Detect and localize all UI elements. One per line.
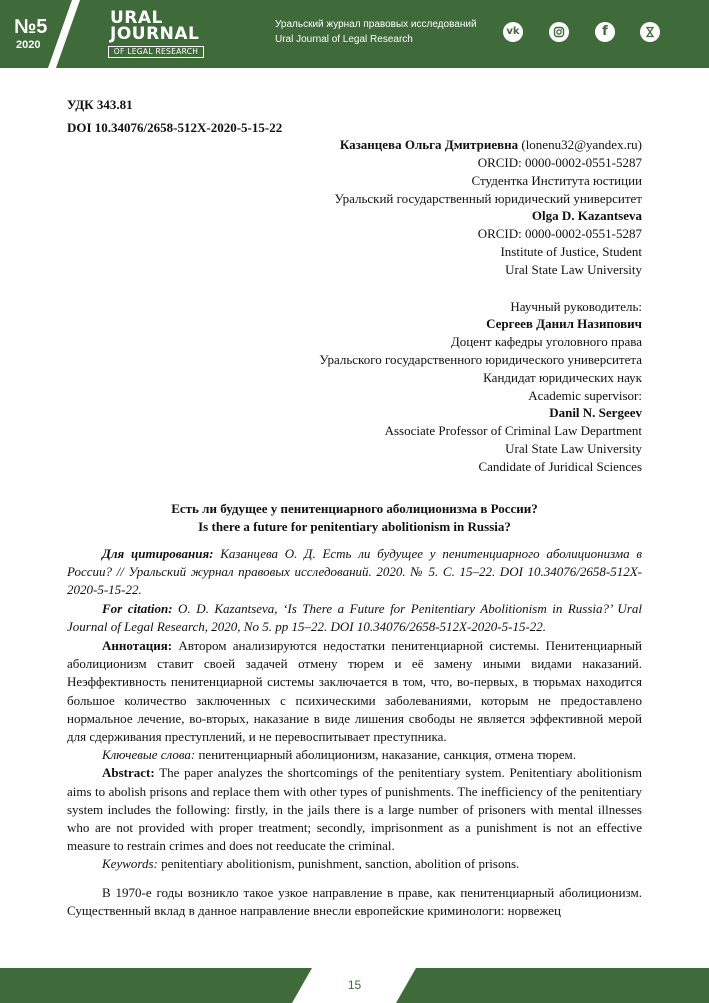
author-university-ru: Уральский государственный юридический университет	[334, 191, 642, 206]
x-icon[interactable]	[640, 22, 660, 42]
author-university-en: Ural State Law University	[505, 262, 642, 277]
journal-title-en: Ural Journal of Legal Research	[275, 34, 413, 45]
issue-year: 2020	[16, 39, 41, 51]
supervisor-position-en: Associate Professor of Criminal Law Department	[384, 423, 642, 438]
instagram-icon[interactable]	[549, 22, 569, 42]
logo-line-1: URAL	[110, 8, 163, 28]
header-bar	[0, 0, 709, 68]
udk-code: УДК 343.81	[67, 97, 133, 112]
body-paragraph-1: В 1970-е годы возникло такое узкое направление в праве, как пенитенциарный аболиционизм. Существенный вклад в данное направление внесли европейские криминологи: норвежец	[67, 885, 642, 919]
supervisor-name-ru: Сергеев Данил Назипович	[486, 316, 642, 331]
keywords-ru: Ключевые слова: пенитенциарный аболиционизм, наказание, санкция, отмена тюрем.	[102, 747, 576, 763]
abstract-en: Abstract: The paper analyzes the shortcomings of the penitentiary system. Penitentiary abolitionism aims to abolish prisons and replace them with other types of punishments. The inefficiency of the penitentiary system includes the following: firstly, in the jails there is a large number of prisoners with mental illnesses who are not provided with proper treatment; secondly, imprisonment as a punishment is not an effective measure to restrain crimes and does not reeducate the criminal.	[67, 765, 643, 854]
issue-number: №5	[14, 16, 48, 38]
keywords-en: Keywords: penitentiary abolitionism, punishment, sanction, abolition of prisons.	[102, 856, 520, 872]
article-title-ru: Есть ли будущее у пенитенциарного аболиционизма в России?	[171, 501, 538, 516]
abstract-block	[67, 637, 642, 874]
supervisor-university-ru: Уральского государственного юридического университета	[319, 352, 642, 367]
page-number: 15	[347, 978, 362, 992]
author-name-ru: Казанцева Ольга Дмитриевна (lonenu32@yandex.ru)	[339, 137, 642, 152]
supervisor-degree-ru: Кандидат юридических наук	[483, 370, 642, 385]
author-status-en: Institute of Justice, Student	[500, 244, 642, 259]
supervisor-degree-en: Candidate of Juridical Sciences	[478, 459, 642, 474]
logo-line-3: OF LEGAL RESEARCH	[108, 46, 204, 58]
facebook-icon[interactable]: f	[595, 22, 615, 42]
journal-logo[interactable]	[108, 10, 204, 58]
article-title-en: Is there a future for penitentiary abolitionism in Russia?	[198, 519, 511, 534]
supervisor-university-en: Ural State Law University	[505, 441, 642, 456]
author-status-ru: Студентка Института юстиции	[471, 173, 642, 188]
citation-block	[67, 545, 642, 636]
doi: DOI 10.34076/2658-512X-2020-5-15-22	[67, 120, 283, 135]
supervisor-name-en: Danil N. Sergeev	[549, 405, 642, 420]
author-orcid-ru: ORCID: 0000-0002-0551-5287	[477, 155, 642, 170]
logo-line-2: JOURNAL	[110, 24, 200, 44]
supervisor-label-ru: Научный руководитель:	[510, 299, 642, 314]
supervisor-position-ru: Доцент кафедры уголовного права	[450, 334, 642, 349]
journal-title-ru: Уральский журнал правовых исследований	[275, 19, 477, 30]
citation-ru: Для цитирования: Казанцева О. Д. Есть ли будущее у пенитенциарного аболиционизма в России? // Уральский журнал правовых исследований. 2020. № 5. С. 15–22. DOI 10.34076/2658-512X-2020-5-15-22.	[67, 546, 643, 598]
supervisor-label-en: Academic supervisor:	[528, 388, 642, 403]
author-orcid-en: ORCID: 0000-0002-0551-5287	[477, 226, 642, 241]
abstract-ru: Аннотация: Автором анализируются недостатки пенитенциарной системы. Пенитенциарный аболиционизм ставит своей задачей отмену тюрем и её замену иными видами наказаний. Неэффективность пенитенциарной системы заключается в том, что, во-первых, в тюрьмах находится большое количество заключенных с психическими заболеваниями, которым не предоставлено нормальное лечение, во-вторых, наказание в виде лишения свободы не является эффективной мерой для сдерживания преступлений, и не перевоспитывает преступника.	[67, 638, 642, 745]
vk-icon[interactable]: vk	[503, 22, 523, 42]
author-name-en: Olga D. Kazantseva	[531, 208, 642, 223]
body-paragraph	[67, 884, 642, 920]
citation-en: For citation: O. D. Kazantseva, ‘Is There a Future for Penitentiary Abolitionism in Russia?’ Ural Journal of Legal Research, 2020, No 5. pp 15–22. DOI 10.34076/2658-512X-2020-5-15-22.	[67, 600, 642, 634]
author-email[interactable]: (lonenu32@yandex.ru)	[521, 137, 642, 152]
